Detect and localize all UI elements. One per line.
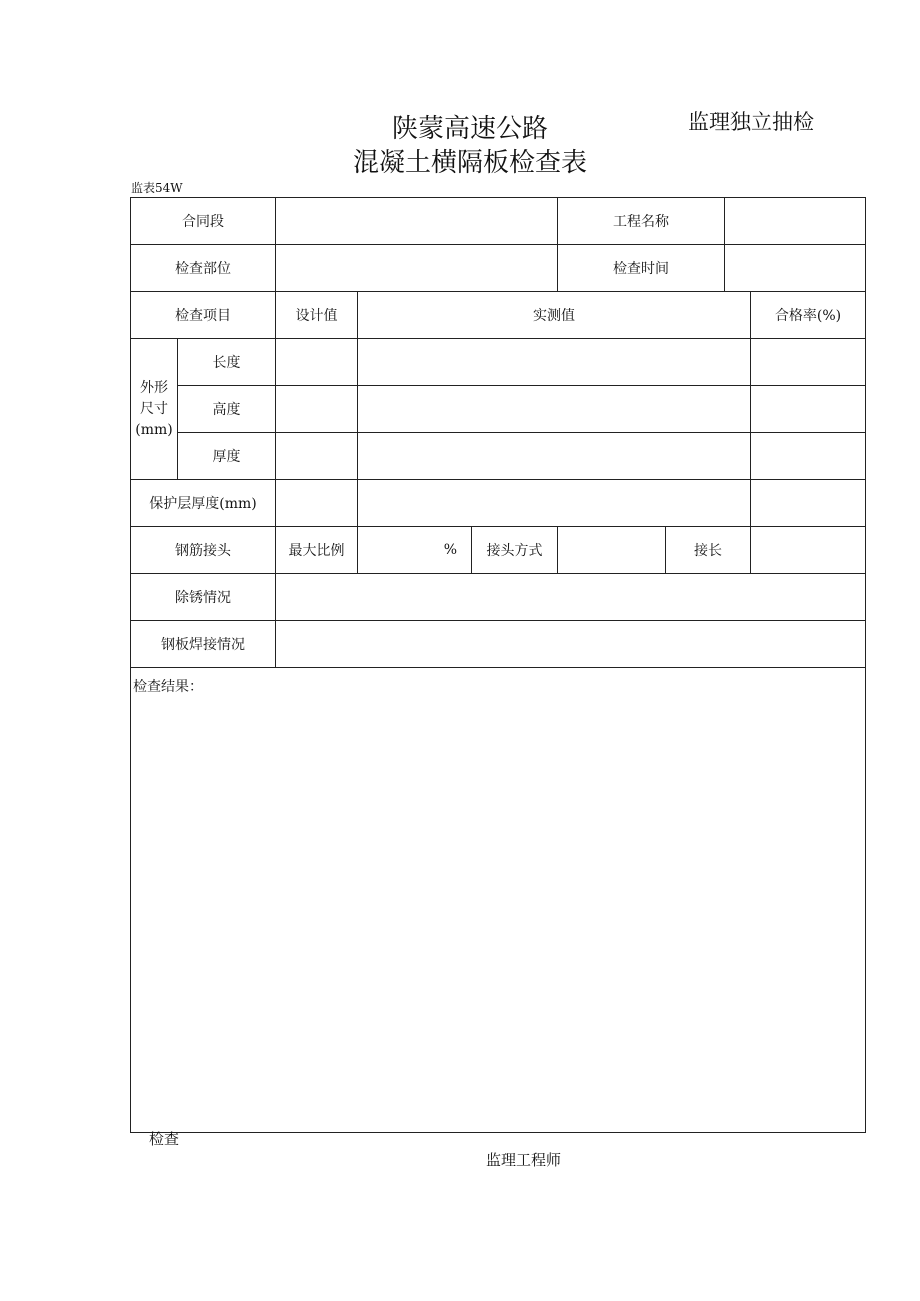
location-label: 检查部位 — [131, 245, 276, 292]
row-location — [131, 245, 866, 292]
row-welding — [131, 621, 866, 668]
rust-removal-label: 除锈情况 — [131, 574, 276, 621]
project-name-value[interactable] — [725, 198, 866, 245]
cover-design-cell[interactable] — [276, 480, 358, 527]
steel-plate-welding-label: 钢板焊接情况 — [131, 621, 276, 668]
row-thickness — [131, 433, 866, 480]
thickness-label: 厚度 — [178, 433, 276, 480]
length-design-cell[interactable] — [276, 339, 358, 386]
project-name-label: 工程名称 — [558, 198, 725, 245]
joint-method-label: 接头方式 — [472, 527, 558, 574]
row-contract — [131, 198, 866, 245]
height-label: 高度 — [178, 386, 276, 433]
inspection-result-area[interactable] — [131, 668, 866, 1133]
length-label: 长度 — [178, 339, 276, 386]
inspection-time-value[interactable] — [725, 245, 866, 292]
inspection-form-table — [130, 197, 866, 1133]
rust-removal-value[interactable] — [276, 574, 866, 621]
row-rust — [131, 574, 866, 621]
row-rebar-joint — [131, 527, 866, 574]
cover-measured-cell[interactable] — [358, 480, 751, 527]
max-ratio-label: 最大比例 — [276, 527, 358, 574]
joint-length-label: 接长 — [666, 527, 751, 574]
joint-method-value[interactable] — [558, 527, 666, 574]
thickness-pass-rate-cell[interactable] — [751, 433, 866, 480]
thickness-design-cell[interactable] — [276, 433, 358, 480]
row-height — [131, 386, 866, 433]
height-design-cell[interactable] — [276, 386, 358, 433]
length-pass-rate-cell[interactable] — [751, 339, 866, 386]
pass-rate-header: 合格率(%) — [751, 292, 866, 339]
title-line-1: 陕蒙高速公路 — [391, 114, 548, 144]
inspector-signature-label: 检查 — [149, 1130, 180, 1148]
contract-value[interactable] — [276, 198, 558, 245]
form-number: 监表54W — [131, 181, 183, 195]
cover-thickness-label: 保护层厚度(mm) — [131, 480, 276, 527]
rebar-joint-label: 钢筋接头 — [131, 527, 276, 574]
inspection-result-label: 检查结果： — [133, 679, 203, 695]
joint-length-value[interactable] — [751, 527, 866, 574]
height-pass-rate-cell[interactable] — [751, 386, 866, 433]
thickness-measured-cell[interactable] — [358, 433, 751, 480]
location-value[interactable] — [276, 245, 558, 292]
contract-label: 合同段 — [131, 198, 276, 245]
item-header: 检查项目 — [131, 292, 276, 339]
height-measured-cell[interactable] — [358, 386, 751, 433]
row-result — [131, 668, 866, 1133]
steel-plate-welding-value[interactable] — [276, 621, 866, 668]
supervising-engineer-label: 监理工程师 — [486, 1151, 562, 1169]
design-value-header: 设计值 — [276, 292, 358, 339]
max-ratio-value[interactable]: % — [358, 527, 472, 574]
row-length — [131, 339, 866, 386]
title-line-2: 混凝土横隔板检查表 — [352, 148, 587, 178]
inspection-type-tag: 监理独立抽检 — [688, 110, 814, 134]
cover-pass-rate-cell[interactable] — [751, 480, 866, 527]
dimension-group-label: 外形 尺寸 (mm) — [131, 339, 178, 480]
inspection-time-label: 检查时间 — [558, 245, 725, 292]
row-cover — [131, 480, 866, 527]
row-headers — [131, 292, 866, 339]
length-measured-cell[interactable] — [358, 339, 751, 386]
measured-value-header: 实测值 — [358, 292, 751, 339]
